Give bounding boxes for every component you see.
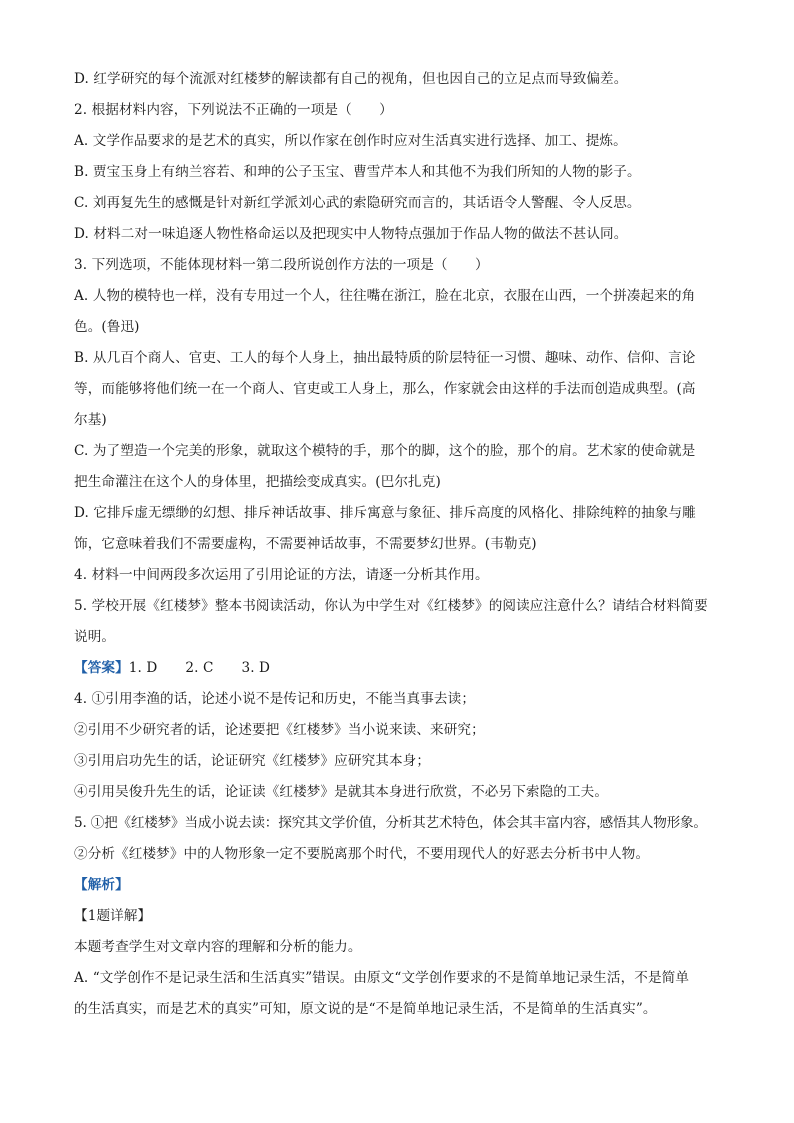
text-line: ②引用不少研究者的话，论述要把《红楼梦》当小说来读、来研究；	[74, 722, 485, 738]
text-line: 等，而能够将他们统一在一个商人、官吏或工人身上，那么，作家就会由这样的手法而创造成典型。(高	[74, 381, 696, 397]
analysis-subheading: 【1题详解】	[74, 908, 152, 924]
text-line: ②分析《红楼梦》中的人物形象一定不要脱离那个时代，不要用现代人的好恶去分析书中人物。	[74, 846, 650, 862]
text-line: 说明。	[74, 629, 116, 645]
text-line: 4. 材料一中间两段多次运用了引用论证的方法，请逐一分析其作用。	[74, 567, 489, 583]
text-line: A. 文学作品要求的是艺术的真实，所以作家在创作时应对生活真实进行选择、加工、提炼。	[74, 133, 627, 149]
answer-item: 2. C	[185, 660, 214, 676]
text-line: B. 贾宝玉身上有纳兰容若、和珅的公子玉宝、曹雪芹本人和其他不为我们所知的人物的影子。	[74, 164, 641, 180]
document-page	[74, 64, 734, 1025]
text-line: 的生活真实，而是艺术的真实”可知，原文说的是“不是简单地记录生活，不是简单的生活真实”。	[74, 1001, 657, 1017]
text-line: C. 刘再复先生的感慨是针对新红学派刘心武的索隐研究而言的，其话语令人警醒、令人反思。	[74, 195, 641, 211]
answer-block	[74, 653, 734, 870]
text-line: 4. ①引用李渔的话，论述小说不是传记和历史，不能当真事去读；	[74, 691, 476, 707]
text-line: 色。(鲁迅)	[74, 319, 140, 335]
text-line: D. 它排斥虚无缥缈的幻想、排斥神话故事、排斥寓意与象征、排斥高度的风格化、排除纯粹的抽象与雕	[74, 505, 696, 521]
answer-tag: 【答案】	[74, 660, 129, 676]
analysis-tag: 【解析】	[74, 877, 129, 893]
text-line: 尔基)	[74, 412, 107, 428]
text-line: 把生命灌注在这个人的身体里，把描绘变成真实。(巴尔扎克)	[74, 474, 441, 490]
text-line: D. 红学研究的每个流派对红楼梦的解读都有自己的视角，但也因自己的立足点而导致偏差。	[74, 71, 628, 87]
text-line: A. 人物的模特也一样，没有专用过一个人，往往嘴在浙江，脸在北京，衣服在山西，一个拼凑起来的角	[74, 288, 696, 304]
text-line: A. “文学创作不是记录生活和生活真实”错误。由原文“文学创作要求的不是简单地记录生活，不是简单	[74, 970, 690, 986]
text-line: 2. 根据材料内容，下列说法不正确的一项是（ ）	[74, 102, 393, 118]
analysis-block	[74, 870, 734, 1025]
answer-item: 3. D	[241, 660, 271, 676]
question-block	[74, 64, 734, 653]
text-line: 5. ①把《红楼梦》当成小说去读：探究其文学价值，分析其艺术特色，体会其丰富内容，感悟其人物形象。	[74, 815, 707, 831]
text-line: 饰，它意味着我们不需要虚构，不需要神话故事，不需要梦幻世界。(韦勒克)	[74, 536, 537, 552]
text-line: C. 为了塑造一个完美的形象，就取这个模特的手，那个的脚，这个的脸，那个的肩。艺术家的使命就是	[74, 443, 696, 459]
text-line: 本题考查学生对文章内容的理解和分析的能力。	[74, 939, 362, 955]
answer-item: 1. D	[128, 660, 158, 676]
text-line: ③引用启功先生的话，论证研究《红楼梦》应研究其本身；	[74, 753, 431, 769]
text-line: B. 从几百个商人、官吏、工人的每个人身上，抽出最特质的阶层特征一习惯、趣味、动作、信仰、言论	[74, 350, 696, 366]
text-line: 3. 下列选项，不能体现材料一第二段所说创作方法的一项是（ ）	[74, 257, 489, 273]
text-line: ④引用吴俊升先生的话，论证读《红楼梦》是就其本身进行欣赏，不必另下索隐的工夫。	[74, 784, 609, 800]
answer-line	[74, 653, 734, 684]
analysis-line	[74, 870, 734, 901]
text-line: 5. 学校开展《红楼梦》整本书阅读活动，你认为中学生对《红楼梦》的阅读应注意什么？请结合材料简要	[74, 598, 708, 614]
text-line: D. 材料二对一味追逐人物性格命运以及把现实中人物特点强加于作品人物的做法不甚认同。	[74, 226, 628, 242]
